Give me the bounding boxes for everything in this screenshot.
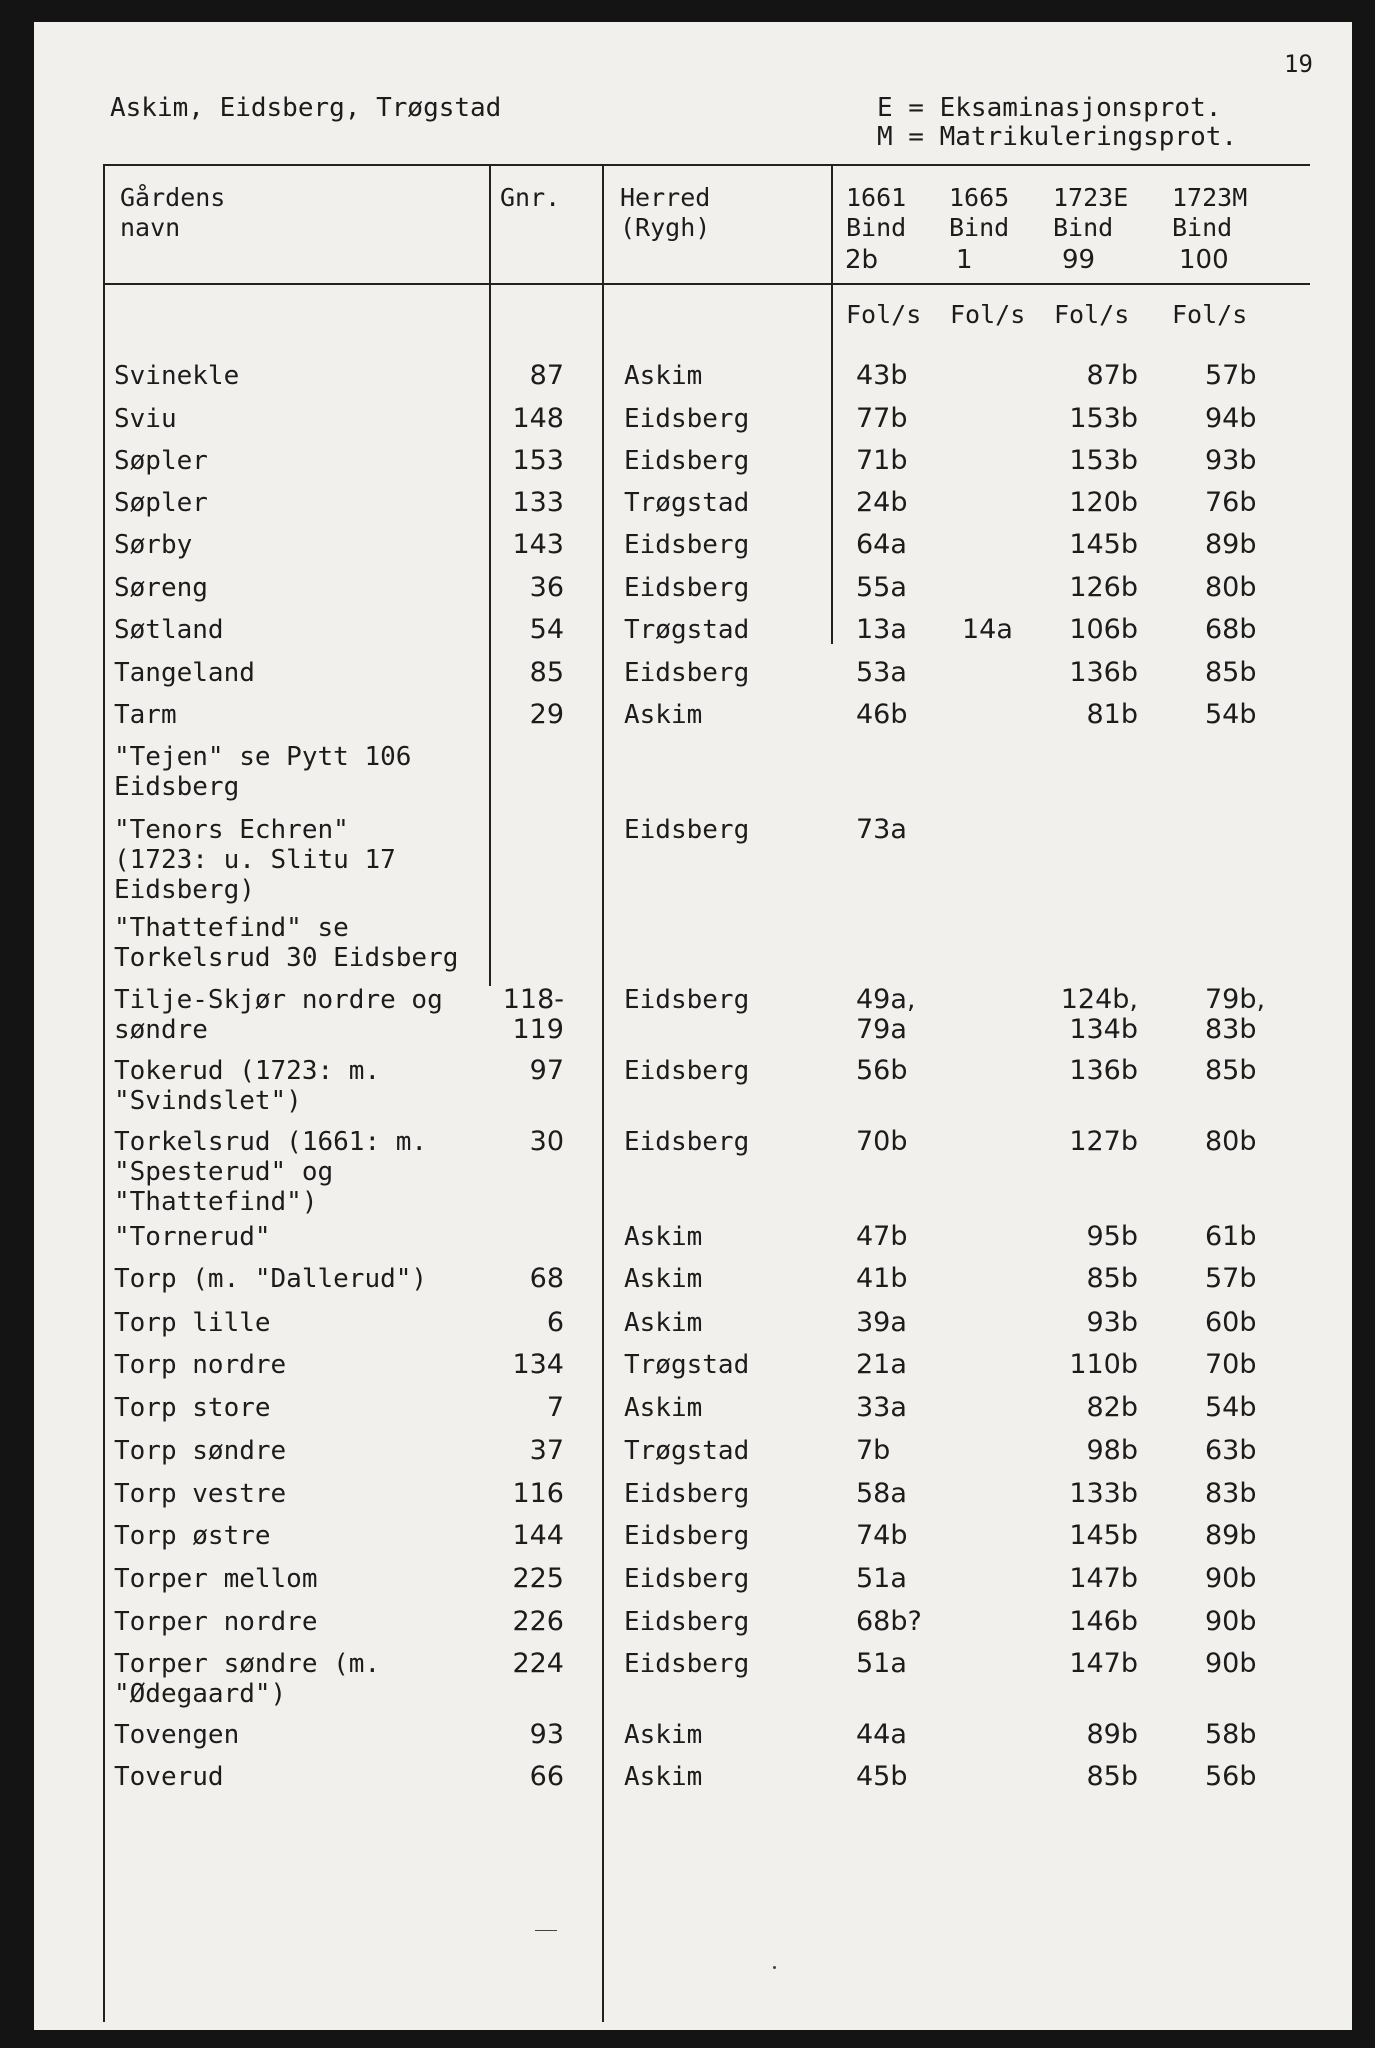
municipality: Eidsberg <box>624 1607 750 1637</box>
column-header-1665-bind: Bind <box>949 213 1010 242</box>
folio-1723m: 85b <box>1205 1055 1257 1086</box>
folio-1661: 7b <box>856 1435 891 1466</box>
municipality: Eidsberg <box>624 404 750 434</box>
municipality: Eidsberg <box>624 446 750 476</box>
farm-number: 29 <box>529 699 564 730</box>
folio-1661: 21a <box>856 1349 907 1380</box>
farm-name: Torper mellom <box>114 1564 318 1594</box>
folio-1723e: 95b <box>1086 1221 1138 1252</box>
folio-1723e: 133b <box>1069 1478 1138 1509</box>
farm-number: 153 <box>512 445 564 476</box>
scan-mark <box>773 1966 776 1969</box>
farm-name: Torper søndre (m. "Ødegaard") <box>114 1649 381 1709</box>
folio-1723m: 89b <box>1205 1520 1257 1551</box>
municipality: Trøgstad <box>624 488 750 518</box>
farm-number: 54 <box>529 614 564 645</box>
farm-number: 226 <box>512 1606 564 1637</box>
folio-1661: 73a <box>856 814 907 845</box>
folio-1723m: 90b <box>1205 1606 1257 1637</box>
farm-number: 224 <box>512 1648 564 1679</box>
municipality: Eidsberg <box>624 1521 750 1551</box>
municipality: Trøgstad <box>624 615 750 645</box>
municipality: Eidsberg <box>624 658 750 688</box>
folio-1723e: 127b <box>1069 1126 1138 1157</box>
farm-name: "Tenors Echren" (1723: u. Slitu 17 Eidsberg) <box>114 815 396 905</box>
farm-name: Torp østre <box>114 1521 271 1551</box>
folio-1723m: 70b <box>1205 1349 1257 1380</box>
table-left-border <box>103 164 105 2022</box>
column-header-1723m-volume: 100 <box>1179 245 1229 275</box>
farm-name: Toverud <box>114 1762 224 1792</box>
municipality: Eidsberg <box>624 573 750 603</box>
folio-1723e: 136b <box>1069 1055 1138 1086</box>
farm-number: 30 <box>529 1126 564 1157</box>
legend-line-m: M = Matrikuleringsprot. <box>877 122 1238 152</box>
farm-name: Søtland <box>114 615 224 645</box>
folio-1723m: 79b, 83b <box>1205 984 1266 1045</box>
column-header-name-line1: Gårdens <box>120 183 226 212</box>
folio-1723e: 147b <box>1069 1648 1138 1679</box>
folio-1661: 46b <box>856 699 908 730</box>
folio-1723e: 89b <box>1086 1719 1138 1750</box>
municipality: Eidsberg <box>624 1649 750 1679</box>
municipality: Askim <box>624 1762 703 1792</box>
farm-name: Sviu <box>114 404 177 434</box>
folio-1723m: 63b <box>1205 1435 1257 1466</box>
farm-number: 37 <box>529 1435 564 1466</box>
folio-1723m: 85b <box>1205 657 1257 688</box>
folio-1661: 24b <box>856 487 908 518</box>
folio-1661: 47b <box>856 1221 908 1252</box>
farm-name: Tilje-Skjør nordre og søndre <box>114 985 443 1045</box>
folio-1661: 41b <box>856 1263 908 1294</box>
municipality: Askim <box>624 1720 703 1750</box>
farm-name: "Thattefind" se Torkelsrud 30 Eidsberg <box>114 913 459 973</box>
column-header-1723e-folio: Fol/s <box>1054 300 1130 329</box>
column-header-1661-year: 1661 <box>846 183 907 212</box>
column-header-1665-folio: Fol/s <box>950 300 1026 329</box>
municipality: Trøgstad <box>624 1436 750 1466</box>
folio-1723m: 90b <box>1205 1563 1257 1594</box>
folio-1665: 14a <box>962 614 1013 645</box>
column-header-herred-line1: Herred <box>620 183 711 212</box>
column-header-1723m-year: 1723M <box>1172 183 1248 212</box>
municipality: Askim <box>624 361 703 391</box>
folio-1723e: 153b <box>1069 403 1138 434</box>
farm-number: 134 <box>512 1349 564 1380</box>
folio-1661: 51a <box>856 1648 907 1679</box>
farm-name: "Tornerud" <box>114 1222 271 1252</box>
folio-1723m: 83b <box>1205 1478 1257 1509</box>
municipality: Askim <box>624 700 703 730</box>
farm-name: Torp nordre <box>114 1350 287 1380</box>
farm-number: 66 <box>529 1761 564 1792</box>
municipality: Eidsberg <box>624 985 750 1015</box>
municipality: Eidsberg <box>624 1056 750 1086</box>
municipality: Askim <box>624 1264 703 1294</box>
municipality: Eidsberg <box>624 1479 750 1509</box>
column-header-gnr: Gnr. <box>500 183 561 212</box>
column-header-1723e-volume: 99 <box>1062 245 1096 275</box>
folio-1661: 13a <box>856 614 907 645</box>
farm-number: 85 <box>529 657 564 688</box>
folio-1723e: 85b <box>1086 1761 1138 1792</box>
folio-1723e: 85b <box>1086 1263 1138 1294</box>
folio-1723e: 145b <box>1069 529 1138 560</box>
folio-1723m: 94b <box>1205 403 1257 434</box>
folio-1723e: 82b <box>1086 1392 1138 1423</box>
farm-name: Tangeland <box>114 658 255 688</box>
folio-1661: 43b <box>856 360 908 391</box>
folio-1723m: 68b <box>1205 614 1257 645</box>
folio-1661: 70b <box>856 1126 908 1157</box>
municipality: Trøgstad <box>624 1350 750 1380</box>
column-header-1723m-bind: Bind <box>1172 213 1233 242</box>
municipality: Eidsberg <box>624 1564 750 1594</box>
folio-1723e: 81b <box>1086 699 1138 730</box>
table-header-rule <box>103 283 1310 285</box>
folio-1661: 49a, 79a <box>856 984 916 1045</box>
page-title: Askim, Eidsberg, Trøgstad <box>110 93 502 123</box>
column-header-1661-folio: Fol/s <box>846 300 922 329</box>
farm-number: 36 <box>529 572 564 603</box>
folio-1661: 45b <box>856 1761 908 1792</box>
folio-1723e: 110b <box>1069 1349 1138 1380</box>
column-header-1665-volume: 1 <box>956 245 973 275</box>
folio-1661: 33a <box>856 1392 907 1423</box>
folio-1661: 51a <box>856 1563 907 1594</box>
folio-1723e: 106b <box>1069 614 1138 645</box>
folio-1723m: 57b <box>1205 360 1257 391</box>
farm-number: 144 <box>512 1520 564 1551</box>
folio-1723m: 80b <box>1205 572 1257 603</box>
folio-1723e: 146b <box>1069 1606 1138 1637</box>
folio-1723e: 145b <box>1069 1520 1138 1551</box>
municipality: Askim <box>624 1222 703 1252</box>
folio-1661: 55a <box>856 572 907 603</box>
folio-1723m: 54b <box>1205 699 1257 730</box>
farm-number: 143 <box>512 529 564 560</box>
farm-name: Torp vestre <box>114 1479 287 1509</box>
farm-number: 133 <box>512 487 564 518</box>
column-header-1723e-bind: Bind <box>1053 213 1114 242</box>
folio-1661: 56b <box>856 1055 908 1086</box>
farm-name: Tovengen <box>114 1720 240 1750</box>
farm-name: Torp søndre <box>114 1436 287 1466</box>
column-header-name-line2: navn <box>120 213 181 242</box>
farm-number: 148 <box>512 403 564 434</box>
column-header-1661-volume: 2b <box>845 245 879 275</box>
farm-name: Søpler <box>114 488 208 518</box>
farm-name: Søreng <box>114 573 208 603</box>
folio-1723e: 153b <box>1069 445 1138 476</box>
column-header-herred-line2: (Rygh) <box>620 213 711 242</box>
farm-name: Tokerud (1723: m. "Svindslet") <box>114 1056 381 1116</box>
table-top-rule <box>103 164 1310 166</box>
folio-1661: 74b <box>856 1520 908 1551</box>
farm-number: 7 <box>546 1392 564 1423</box>
page-number: 19 <box>1284 50 1313 78</box>
farm-name: Torp (m. "Dallerud") <box>114 1264 428 1294</box>
farm-name: Torper nordre <box>114 1607 318 1637</box>
folio-1661: 53a <box>856 657 907 688</box>
folio-1723e: 87b <box>1086 360 1138 391</box>
folio-1661: 77b <box>856 403 908 434</box>
folio-1723m: 93b <box>1205 445 1257 476</box>
column-header-1723e-year: 1723E <box>1053 183 1129 212</box>
farm-name: Søpler <box>114 446 208 476</box>
scan-mark <box>535 1930 557 1931</box>
municipality: Eidsberg <box>624 1127 750 1157</box>
column-header-1723m-folio: Fol/s <box>1172 300 1248 329</box>
folio-1723m: 90b <box>1205 1648 1257 1679</box>
column-header-1665-year: 1665 <box>949 183 1010 212</box>
folio-1661: 64a <box>856 529 907 560</box>
folio-1723m: 56b <box>1205 1761 1257 1792</box>
column-divider-herred-folio <box>831 164 833 644</box>
municipality: Askim <box>624 1393 703 1423</box>
farm-name: Torp store <box>114 1393 271 1423</box>
folio-1661: 58a <box>856 1478 907 1509</box>
farm-number: 87 <box>529 360 564 391</box>
folio-1661: 68b? <box>856 1606 922 1637</box>
folio-1723m: 80b <box>1205 1126 1257 1157</box>
farm-name: Torkelsrud (1661: m. "Spesterud" og "Thattefind") <box>114 1127 428 1217</box>
folio-1723m: 61b <box>1205 1221 1257 1252</box>
folio-1723e: 98b <box>1086 1435 1138 1466</box>
column-header-1661-bind: Bind <box>846 213 907 242</box>
folio-1723e: 147b <box>1069 1563 1138 1594</box>
folio-1723m: 58b <box>1205 1719 1257 1750</box>
folio-1661: 44a <box>856 1719 907 1750</box>
folio-1723e: 126b <box>1069 572 1138 603</box>
farm-number: 97 <box>529 1055 564 1086</box>
folio-1723e: 93b <box>1086 1307 1138 1338</box>
folio-1723e: 136b <box>1069 657 1138 688</box>
folio-1723e: 124b, 134b <box>1060 984 1138 1045</box>
farm-name: Torp lille <box>114 1308 271 1338</box>
folio-1723m: 54b <box>1205 1392 1257 1423</box>
folio-1723e: 120b <box>1069 487 1138 518</box>
farm-number: 6 <box>546 1307 564 1338</box>
folio-1723m: 60b <box>1205 1307 1257 1338</box>
farm-name: Tarm <box>114 700 177 730</box>
farm-number: 93 <box>529 1719 564 1750</box>
folio-1661: 39a <box>856 1307 907 1338</box>
municipality: Eidsberg <box>624 815 750 845</box>
farm-number: 68 <box>529 1263 564 1294</box>
municipality: Askim <box>624 1308 703 1338</box>
legend-line-e: E = Eksaminasjonsprot. <box>877 93 1222 123</box>
folio-1723m: 57b <box>1205 1263 1257 1294</box>
farm-number: 118- 119 <box>502 984 564 1045</box>
municipality: Eidsberg <box>624 530 750 560</box>
farm-name: "Tejen" se Pytt 106 Eidsberg <box>114 742 412 802</box>
farm-name: Svinekle <box>114 361 240 391</box>
folio-1723m: 89b <box>1205 529 1257 560</box>
folio-1661: 71b <box>856 445 908 476</box>
column-divider-gnr-herred <box>602 164 604 2022</box>
farm-number: 116 <box>512 1478 564 1509</box>
folio-1723m: 76b <box>1205 487 1257 518</box>
farm-number: 225 <box>512 1563 564 1594</box>
farm-name: Sørby <box>114 530 193 560</box>
